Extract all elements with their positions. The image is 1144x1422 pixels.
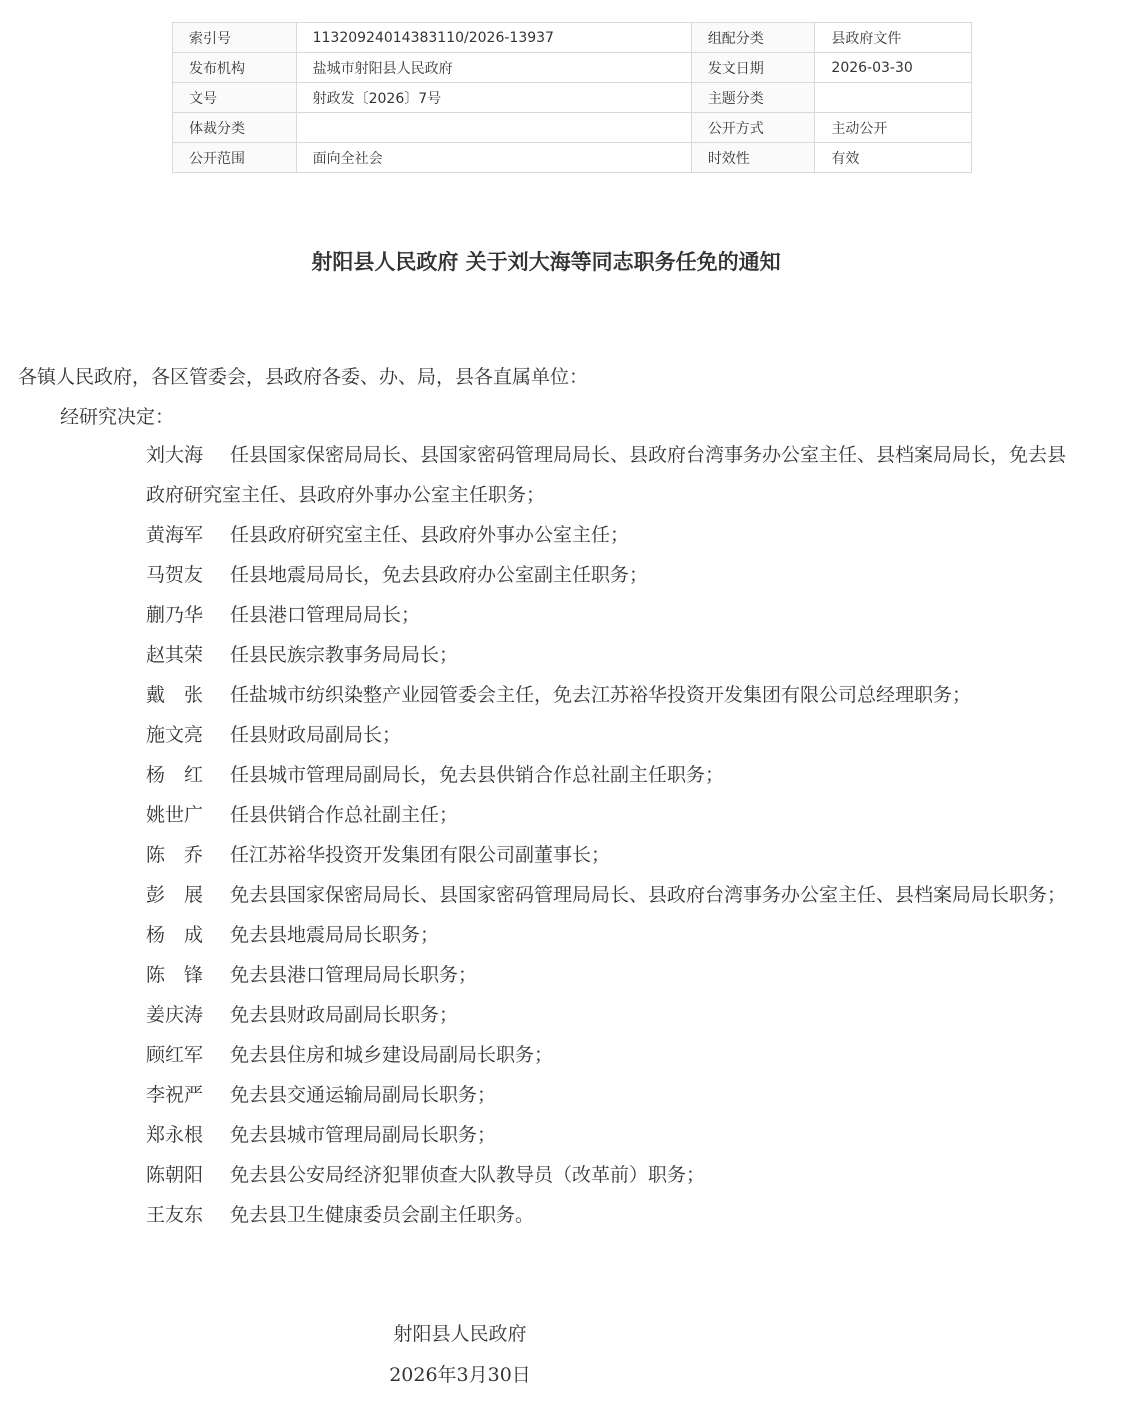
appointment-item [146, 1075, 1076, 1115]
appointment-item [146, 555, 1076, 595]
metadata-label: 公开方式 [691, 113, 815, 143]
page-title: 射阳县人民政府 关于刘大海等同志职务任免的通知 [311, 249, 781, 274]
metadata-label: 文号 [173, 83, 297, 113]
metadata-label: 体裁分类 [173, 113, 297, 143]
appointment-text: 免去县港口管理局局长职务； [230, 964, 478, 986]
metadata-label: 发布机构 [173, 53, 297, 83]
appointment-text: 任县国家保密局局长、县国家密码管理局局长、县政府台湾事务办公室主任、县档案局局长，免去县政府研究室主任、县政府外事办公室主任职务； [146, 444, 1067, 506]
metadata-row [173, 53, 972, 83]
appointment-text: 免去县交通运输局副局长职务； [230, 1084, 497, 1106]
appointment-item [146, 955, 1076, 995]
appointment-item [146, 515, 1076, 555]
appointment-text: 任县地震局局长，免去县政府办公室副主任职务； [230, 564, 649, 586]
appointment-item [146, 675, 1076, 715]
signature-date: 2026年3月30日 [389, 1364, 531, 1386]
appointment-text: 免去县卫生健康委员会副主任职务。 [230, 1204, 535, 1226]
appointment-text: 任盐城市纺织染整产业园管委会主任，免去江苏裕华投资开发集团有限公司总经理职务； [230, 684, 972, 706]
appointment-text: 任县民族宗教事务局局长； [230, 644, 459, 666]
appointment-text: 免去县住房和城乡建设局副局长职务； [230, 1044, 554, 1066]
appointment-item [146, 1035, 1076, 1075]
appointment-text: 任县港口管理局局长； [230, 604, 421, 626]
metadata-label: 发文日期 [691, 53, 815, 83]
decision-intro: 经研究决定： [60, 406, 175, 428]
appointment-item [146, 435, 1076, 515]
appointment-item [146, 795, 1076, 835]
person-name: 姜庆涛 [146, 1004, 204, 1026]
metadata-label: 公开范围 [173, 143, 297, 173]
document-metadata-table [172, 22, 972, 173]
appointment-text: 免去县财政局副局长职务； [230, 1004, 459, 1026]
appointment-item [146, 875, 1076, 915]
person-name: 马贺友 [146, 564, 204, 586]
person-name: 戴 张 [146, 684, 204, 706]
appointment-list [146, 435, 1076, 1235]
metadata-value: 射政发〔2026〕7号 [296, 83, 691, 113]
metadata-value: 面向全社会 [296, 143, 691, 173]
appointment-item [146, 755, 1076, 795]
person-name: 杨 红 [146, 764, 204, 786]
appointment-item [146, 915, 1076, 955]
person-name: 赵其荣 [146, 644, 204, 666]
person-name: 刘大海 [146, 444, 204, 466]
appointment-text: 任县政府研究室主任、县政府外事办公室主任； [230, 524, 630, 546]
person-name: 郑永根 [146, 1124, 204, 1146]
metadata-row [173, 83, 972, 113]
person-name: 施文亮 [146, 724, 204, 746]
person-name: 姚世广 [146, 804, 204, 826]
appointment-item [146, 1155, 1076, 1195]
appointment-text: 免去县国家保密局局长、县国家密码管理局局长、县政府台湾事务办公室主任、县档案局局长职务； [230, 884, 1067, 906]
appointment-item [146, 1195, 1076, 1235]
appointment-text: 任江苏裕华投资开发集团有限公司副董事长； [230, 844, 611, 866]
appointment-item [146, 595, 1076, 635]
person-name: 彭 展 [146, 884, 204, 906]
person-name: 王友东 [146, 1204, 204, 1226]
person-name: 杨 成 [146, 924, 204, 946]
metadata-value: 11320924014383110/2026-13937 [296, 23, 691, 53]
metadata-label: 主题分类 [691, 83, 815, 113]
metadata-label: 时效性 [691, 143, 815, 173]
person-name: 顾红军 [146, 1044, 204, 1066]
appointment-text: 任县供销合作总社副主任； [230, 804, 459, 826]
appointment-text: 免去县公安局经济犯罪侦查大队教导员（改革前）职务； [230, 1164, 706, 1186]
metadata-value: 主动公开 [815, 113, 972, 143]
person-name: 黄海军 [146, 524, 204, 546]
person-name: 蒯乃华 [146, 604, 204, 626]
metadata-row [173, 23, 972, 53]
metadata-value: 2026-03-30 [815, 53, 972, 83]
appointment-item [146, 835, 1076, 875]
appointment-item [146, 995, 1076, 1035]
metadata-row [173, 113, 972, 143]
person-name: 李祝严 [146, 1084, 204, 1106]
appointment-text: 任县财政局副局长； [230, 724, 402, 746]
metadata-label: 组配分类 [691, 23, 815, 53]
metadata-row [173, 143, 972, 173]
person-name: 陈朝阳 [146, 1164, 204, 1186]
metadata-value: 有效 [815, 143, 972, 173]
appointment-text: 任县城市管理局副局长，免去县供销合作总社副主任职务； [230, 764, 725, 786]
metadata-value: 盐城市射阳县人民政府 [296, 53, 691, 83]
metadata-value: 县政府文件 [815, 23, 972, 53]
appointment-item [146, 635, 1076, 675]
person-name: 陈 锋 [146, 964, 204, 986]
signature-org: 射阳县人民政府 [393, 1323, 527, 1345]
metadata-value [296, 113, 691, 143]
person-name: 陈 乔 [146, 844, 204, 866]
appointment-item [146, 715, 1076, 755]
appointment-text: 免去县城市管理局副局长职务； [230, 1124, 497, 1146]
salutation: 各镇人民政府，各区管委会，县政府各委、办、局，县各直属单位： [18, 366, 589, 388]
metadata-label: 索引号 [173, 23, 297, 53]
appointment-text: 免去县地震局局长职务； [230, 924, 440, 946]
metadata-value [815, 83, 972, 113]
appointment-item [146, 1115, 1076, 1155]
